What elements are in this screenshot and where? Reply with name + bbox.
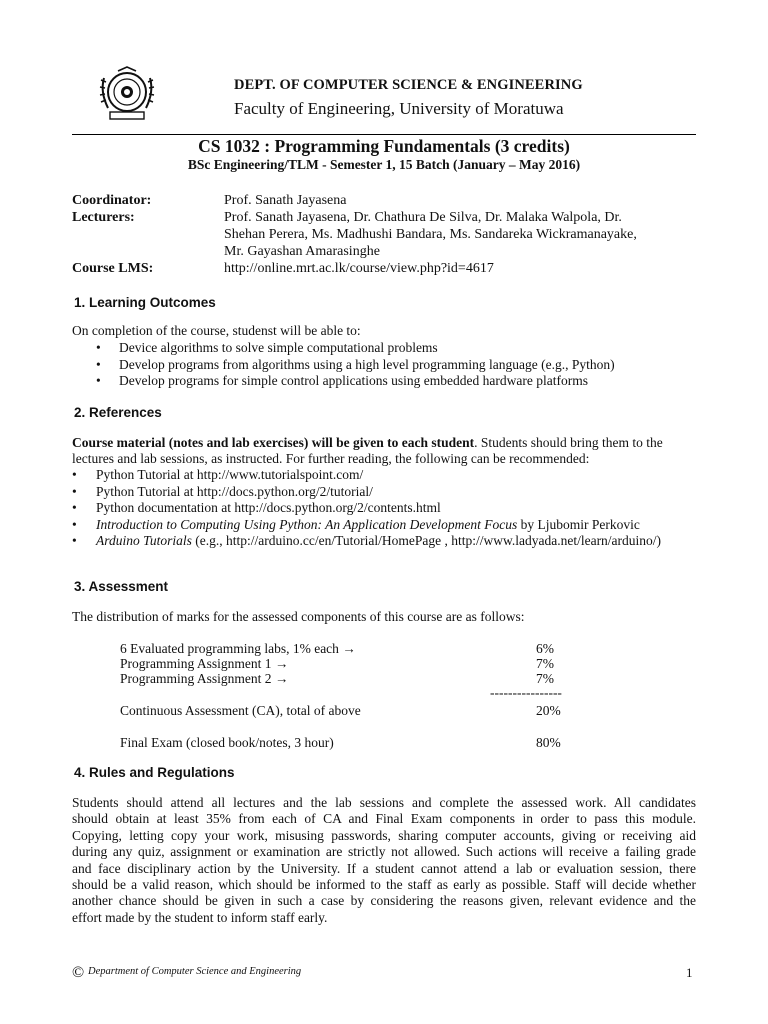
subtotal-divider: ---------------- — [490, 685, 562, 700]
department-name: DEPT. OF COMPUTER SCIENCE & ENGINEERING — [234, 77, 583, 93]
marks-row-label: Programming Assignment 2 → — [120, 671, 289, 686]
assessment-intro: The distribution of marks for the assessed components of this course are as follows: — [72, 609, 525, 624]
list-item: • Arduino Tutorials (e.g., http://arduino.cc/en/Tutorial/HomePage , http://www.ladyada.net/learn/arduino/) — [72, 533, 662, 549]
rules-line: should be a valid reason, which should be informed to the staff as early as possible. Staff will decide whether — [72, 877, 696, 893]
list-item: • Develop programs for simple control applications using embedded hardware platforms — [96, 373, 588, 389]
rules-line: during any quiz, assignment or examination are strictly not allowed. Such actions will receive a failing grade — [72, 844, 696, 860]
list-item: • Python Tutorial at http://docs.python.org/2/tutorial/ — [72, 483, 373, 499]
list-item: • Develop programs from algorithms using a high level programming language (e.g., Python) — [96, 356, 615, 372]
marks-row-value: 7% — [536, 671, 554, 686]
lecturers-label: Lecturers: — [72, 210, 135, 225]
lms-label: Course LMS: — [72, 261, 154, 276]
bullet-icon: • — [96, 340, 101, 355]
footer-text: Department of Computer Science and Engineering — [88, 966, 302, 977]
section-heading-rules: 4. Rules and Regulations — [74, 765, 235, 780]
bullet-icon: • — [96, 356, 101, 372]
lecturers-line: Prof. Sanath Jayasena, Dr. Chathura De Silva, Dr. Malaka Walpola, Dr. — [224, 210, 622, 225]
lecturers-line: Mr. Gayashan Amarasinghe — [224, 243, 380, 259]
course-title: CS 1032 : Programming Fundamentals (3 credits) — [198, 136, 570, 156]
marks-row-label: Programming Assignment 1 → — [120, 656, 289, 671]
rules-line: effort made by the student to inform staff early. — [72, 909, 328, 925]
final-exam-label: Final Exam (closed book/notes, 3 hour) — [120, 735, 334, 750]
marks-row-value: 7% — [536, 656, 554, 671]
marks-row-value: 6% — [536, 641, 554, 656]
bullet-icon: • — [72, 516, 77, 532]
final-exam-value: 80% — [536, 735, 561, 750]
faculty-name: Faculty of Engineering, University of Moratuwa — [234, 99, 564, 118]
lecturers-line: Shehan Perera, Ms. Madhushi Bandara, Ms. Sandareka Wickramanayake, — [224, 226, 637, 242]
references-list — [72, 467, 661, 550]
bullet-icon: • — [72, 467, 77, 482]
learning-outcomes-intro: On completion of the course, studenst will be able to: — [72, 323, 361, 338]
rules-line: and face disciplinary action by the University. If a student cannot attend a lab or evaluation session, there — [72, 860, 696, 876]
rules-line: Students should attend all lectures and the lab sessions and complete the assessed work. All candidates — [72, 795, 696, 810]
bullet-icon: • — [72, 483, 77, 499]
section-heading-assessment: 3. Assessment — [74, 579, 169, 594]
list-item: • Python Tutorial at http://www.tutorialspoint.com/ — [72, 467, 364, 482]
rules-line: Copying, letting copy your work, misusing passwords, sharing computer accounts, giving or receiving aid — [72, 827, 696, 843]
lms-link[interactable]: http://online.mrt.ac.lk/course/view.php?id=4617 — [224, 261, 494, 276]
ca-total-label: Continuous Assessment (CA), total of above — [120, 703, 361, 718]
bullet-icon: • — [72, 533, 77, 549]
page-number: 1 — [686, 965, 693, 980]
rules-line: another chance should be given in such a case by considering the reasons given, relevant evidence and the — [72, 893, 696, 909]
university-logo — [96, 66, 158, 124]
lecturers-value — [224, 210, 704, 260]
rules-paragraph — [72, 795, 696, 926]
bullet-icon: • — [72, 500, 77, 516]
copyright-icon: © — [72, 964, 85, 981]
coordinator-label: Coordinator: — [72, 193, 152, 208]
rules-line: should obtain at least 35% from each of CA and Final Exam components in order to pass this module. — [72, 811, 696, 827]
coordinator-value: Prof. Sanath Jayasena — [224, 193, 347, 208]
section-heading-learning-outcomes: 1. Learning Outcomes — [74, 295, 216, 310]
list-item: • Device algorithms to solve simple computational problems — [96, 340, 438, 355]
list-item: • Python documentation at http://docs.python.org/2/contents.html — [72, 500, 441, 516]
header-divider — [72, 134, 696, 135]
bullet-icon: • — [96, 373, 101, 389]
references-intro: Course material (notes and lab exercises) will be given to each student. Students should bring them to the lectures and lab sessions, as instructed. For further reading, the following can be recommended: — [72, 435, 663, 467]
list-item: • Introduction to Computing Using Python: An Application Development Focus by Ljubomir Perkovic — [72, 516, 640, 532]
learning-outcomes-list — [96, 340, 615, 390]
marks-row-label: 6 Evaluated programming labs, 1% each → — [120, 641, 356, 656]
section-heading-references: 2. References — [74, 405, 162, 420]
course-subtitle: BSc Engineering/TLM - Semester 1, 15 Batch (January – May 2016) — [187, 157, 581, 172]
ca-total-value: 20% — [536, 703, 561, 718]
